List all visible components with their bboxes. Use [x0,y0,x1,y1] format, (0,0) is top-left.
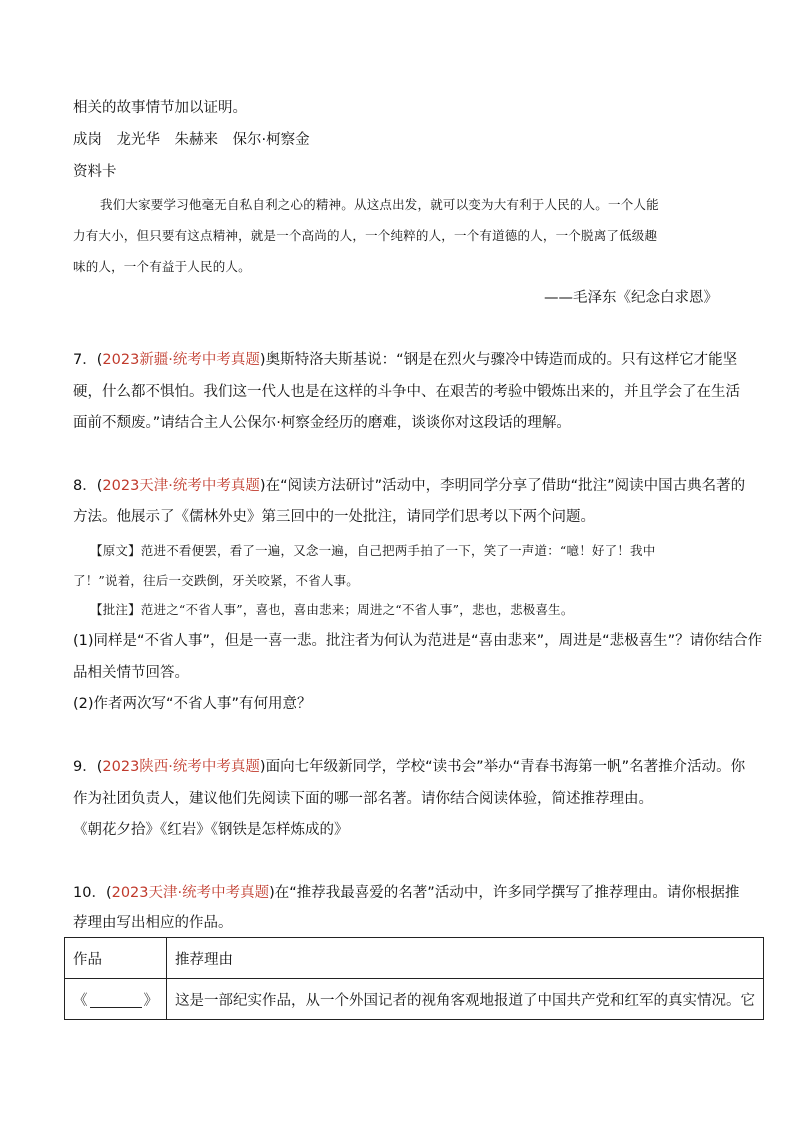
book-title-open: 《 [73,992,88,1009]
subquestion-1-line-2: 品相关情节回答。 [73,665,189,681]
question-number: 10．( [73,885,112,901]
subquestion-1-line-1: (1)同样是“不省人事”，但是一喜一悲。批注者为何认为范进是“喜由悲来”，周进是“悲极喜生”？请你结合作 [73,633,763,649]
intro-line: 相关的故事情节加以证明。 [73,100,247,116]
answer-blank[interactable] [90,993,142,1008]
original-text-line-2: 了！”说着，往后一交跌倒，牙关咬紧，不省人事。 [73,573,359,588]
question-7-line-2: 硬，什么都不惧怕。我们这一代人也是在这样的斗争中、在艰苦的考验中锻炼出来的，并且学会了在生活 [73,384,740,400]
question-number: 7．( [73,352,103,368]
original-text-line-1: 【原文】范进不看便罢，看了一遍，又念一遍，自己把两手拍了一下，笑了一声道：“噫！好了！我中 [90,543,656,558]
table-row [65,979,764,1020]
book-title-close: 》 [143,992,158,1009]
question-text: 在“阅读方法研讨”活动中，李明同学分享了借助“批注”阅读中国古典名著的 [265,478,746,494]
quote-line-1: 我们大家要学习他毫无自私自利之心的精神。从这点出发，就可以变为大有利于人民的人。一个人能 [100,197,659,212]
subquestion-2: (2)作者两次写“不省人事”有何用意？ [73,696,312,712]
question-7-line-3: 面前不颓废。”请结合主人公保尔·柯察金经历的磨难，谈谈你对这段话的理解。 [73,415,571,431]
question-9-line-2: 作为社团负责人，建议他们先阅读下面的哪一部名著。请你结合阅读体验，简述推荐理由。 [73,791,653,807]
works-table [64,937,764,1020]
question-8-line-2: 方法。他展示了《儒林外史》第三回中的一处批注，请同学们思考以下两个问题。 [73,509,595,525]
question-text: 面向七年级新同学，学校“读书会”举办“青春书海第一帆”名著推介活动。你 [265,759,746,775]
question-source-close: ) [259,759,266,775]
quote-line-2: 力有大小，但只要有这点精神，就是一个高尚的人，一个纯粹的人，一个有道德的人，一个脱离了低级趣 [73,228,658,243]
annotation-text: 【批注】范进之“不省人事”，喜也，喜由悲来；周进之“不省人事”，悲也，悲极喜生。 [90,602,574,617]
question-source: 2023新疆·统考中考真题 [102,352,260,368]
question-8-line-1 [73,476,745,496]
work-answer-cell [65,979,167,1020]
table-header-row [65,938,764,979]
question-text: 在“推荐我最喜爱的名著”活动中，许多同学撰写了推荐理由。请你根据推 [274,885,740,901]
character-list: 成岗 龙光华 朱赫来 保尔·柯察金 [73,132,310,148]
reason-cell: 这是一部纪实作品，从一个外国记者的视角客观地报道了中国共产党和红军的真实情况。它 [167,979,764,1020]
question-source: 2023天津·统考中考真题 [102,478,260,494]
question-text: 奥斯特洛夫斯基说：“钢是在烈火与骤冷中铸造而成的。只有这样它才能坚 [265,352,738,368]
card-label: 资料卡 [73,164,117,180]
question-10-line-2: 荐理由写出相应的作品。 [73,915,233,931]
quote-source: ——毛泽东《纪念白求恩》 [544,290,718,306]
question-source-close: ) [259,478,266,494]
question-7-line-1 [73,350,737,370]
header-reason: 推荐理由 [167,938,764,979]
question-source: 2023陕西·统考中考真题 [102,759,260,775]
quote-line-3: 味的人，一个有益于人民的人。 [73,259,251,274]
question-source: 2023天津·统考中考真题 [111,885,270,901]
question-source-close: ) [259,352,266,368]
header-work: 作品 [65,938,167,979]
question-number: 8．( [73,478,103,494]
question-number: 9．( [73,759,103,775]
question-9-line-1 [73,757,745,777]
book-list: 《朝花夕拾》《红岩》《钢铁是怎样炼成的》 [73,822,349,838]
question-10-line-1 [73,883,739,903]
question-source-close: ) [269,885,275,901]
